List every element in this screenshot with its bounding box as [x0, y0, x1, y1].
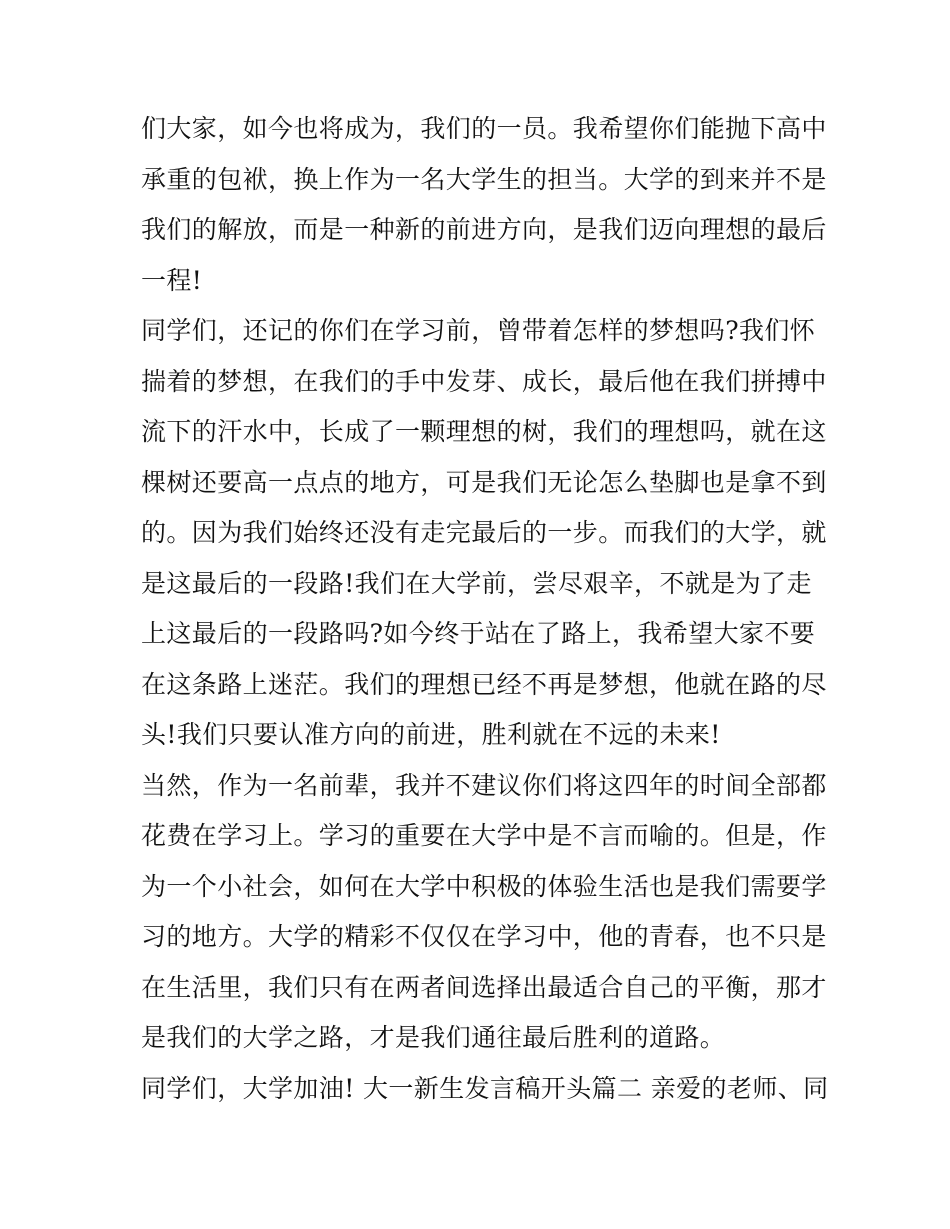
- text-line-16: 为一个小社会，如何在大学中积极的体验生活也是我们需要学: [141, 871, 827, 901]
- text-line-12: 在这条路上迷茫。我们的理想已经不再是梦想，他就在路的尽: [141, 669, 827, 699]
- text-line-4: 一程!: [141, 265, 203, 295]
- text-line-6: 揣着的梦想，在我们的手中发芽、成长，最后他在我们拼搏中: [141, 366, 827, 396]
- text-line-11: 上这最后的一段路吗?如今终于站在了路上，我希望大家不要: [141, 619, 816, 648]
- text-line-5: 同学们，还记的你们在学习前，曾带着怎样的梦想吗?我们怀: [141, 316, 816, 345]
- text-line-9: 的。因为我们始终还没有走完最后的一步。而我们的大学，就: [141, 518, 827, 547]
- body-text: [141, 104, 829, 1114]
- text-line-18: 在生活里，我们只有在两者间选择出最适合自己的平衡，那才: [141, 972, 827, 1002]
- text-line-8: 棵树还要高一点点的地方，可是我们无论怎么垫脚也是拿不到: [141, 467, 827, 497]
- text-line-17: 习的地方。大学的精彩不仅仅在学习中，他的青春，也不只是: [141, 922, 827, 951]
- text-line-19: 是我们的大学之路，才是我们通往最后胜利的道路。: [141, 1023, 726, 1052]
- text-line-13: 头!我们只要认准方向的前进，胜利就在不远的未来!: [141, 720, 721, 749]
- text-line-1: 们大家，如今也将成为，我们的一员。我希望你们能抛下高中: [141, 114, 827, 143]
- text-line-15: 花费在学习上。学习的重要在大学中是不言而喻的。但是，作: [141, 821, 827, 850]
- text-line-2: 承重的包袱，换上作为一名大学生的担当。大学的到来并不是: [141, 164, 827, 194]
- text-line-7: 流下的汗水中，长成了一颗理想的树，我们的理想吗，就在这: [141, 417, 827, 446]
- text-line-3: 我们的解放，而是一种新的前进方向，是我们迈向理想的最后: [141, 215, 827, 244]
- text-line-14: 当然，作为一名前辈，我并不建议你们将这四年的时间全部都: [141, 770, 827, 800]
- text-line-20: 同学们，大学加油! 大一新生发言稿开头篇二 亲爱的老师、同: [141, 1073, 829, 1103]
- text-line-10: 是这最后的一段路!我们在大学前，尝尽艰辛，不就是为了走: [141, 568, 812, 598]
